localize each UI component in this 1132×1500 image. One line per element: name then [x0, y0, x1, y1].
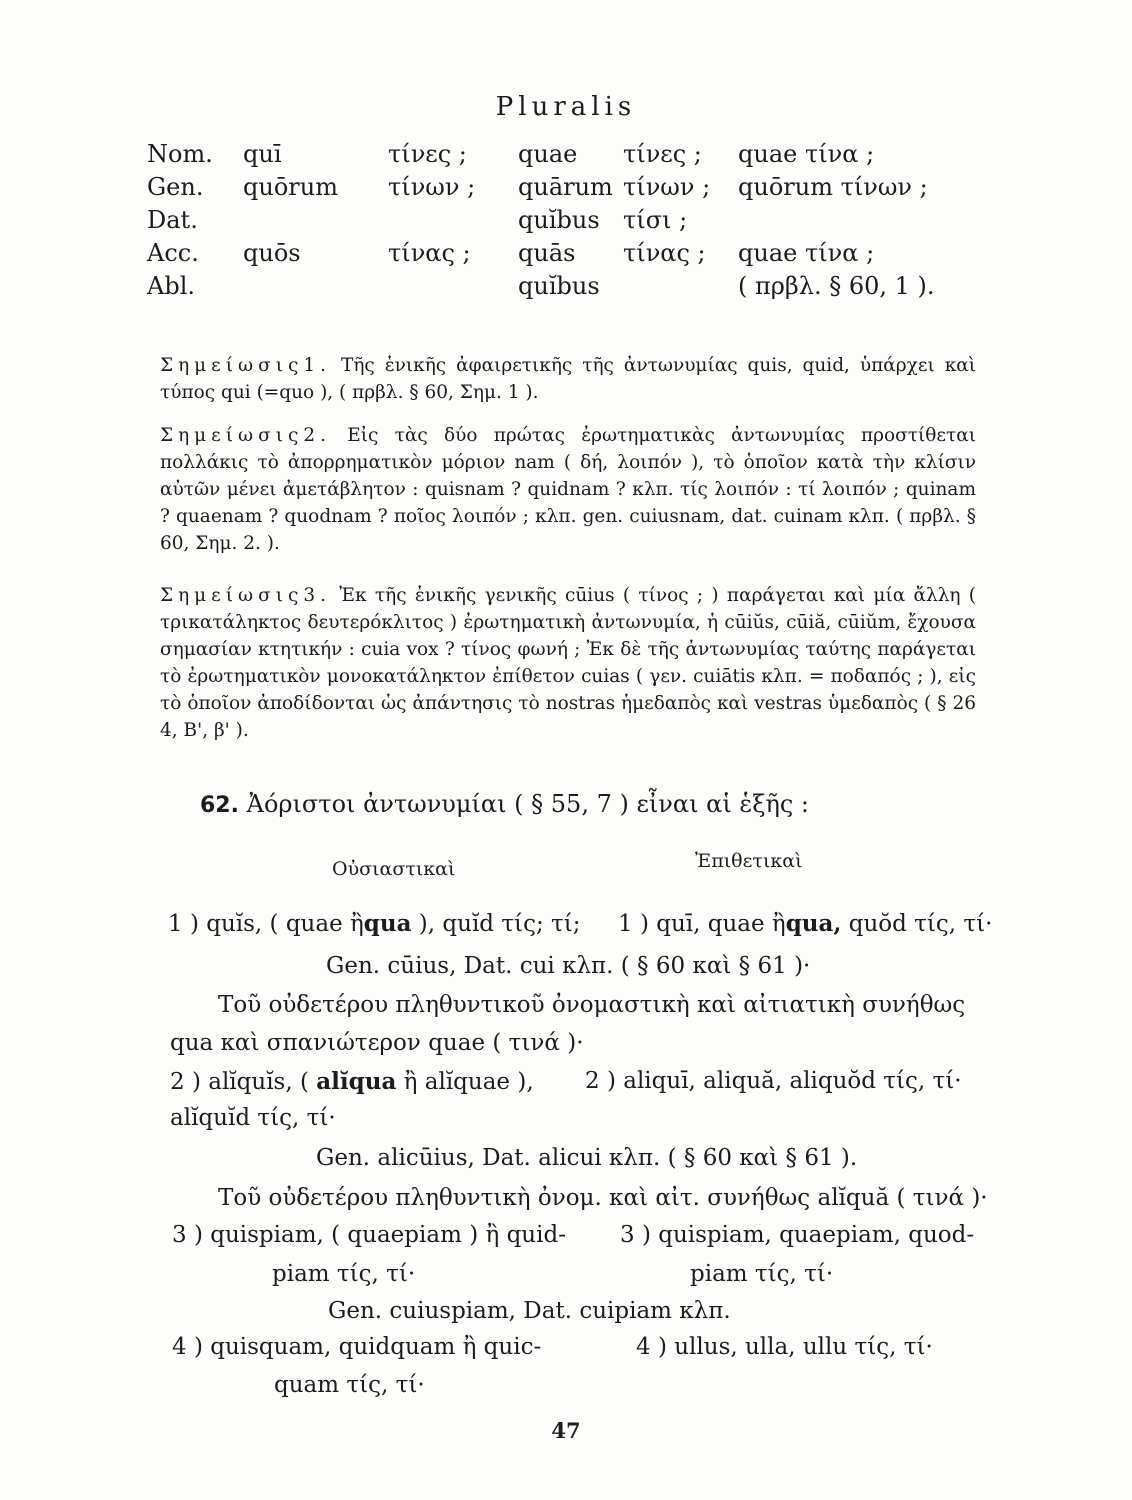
- declension-row: [147, 206, 998, 239]
- line-3: Τοῦ οὐδετέρου πληθυντικοῦ ὀνομαστικὴ καὶ αἰτιατικὴ συνήθως: [218, 992, 966, 1018]
- declension-cell-m-gr: τίνας ;: [388, 239, 471, 267]
- declension-cell-m: [243, 206, 388, 239]
- declension-cell-f: quae: [518, 140, 578, 168]
- declension-cell-n: quae τίνα ;: [738, 239, 875, 267]
- declension-cell-f-gr: τίνων ;: [623, 173, 711, 201]
- declension-cell-f-gr: [623, 272, 738, 305]
- line-1-substantive: 1 ) quĭs, ( quae ἢqua ), quĭd τίς; τί;: [168, 910, 581, 937]
- note-number: 1.: [303, 355, 332, 376]
- line-7: Gen. alicūius, Dat. alicui κλπ. ( § 60 καὶ § 61 ).: [316, 1145, 858, 1171]
- section-62-heading: [200, 790, 809, 818]
- declension-cell-case: Acc.: [147, 239, 199, 267]
- note-2: [160, 422, 976, 557]
- note-text: Εἰς τὰς δύο πρώτας ἐρωτηματικὰς ἀντωνυμίας προστίθεται πολλάκις τὸ ἀπορρηματικὸν μόριον nam ( δή, λοιπόν ), τὸ ὁποῖον κατὰ τὴν κλίσιν αὐτῶν μένει ἀμετάβλητον : quisnam ? quidnam ? κλπ. τίς λοιπόν : τί λοιπόν ; quinam ? quaenam ? quodnam ? ποῖος λοιπόν ; κλπ. gen. cuiusnam, dat. cuinam κλπ. ( πρβλ. § 60, Σημ. 2. ).: [160, 425, 976, 554]
- declension-row: [147, 239, 998, 272]
- line-11: Gen. cuiuspiam, Dat. cuipiam κλπ.: [328, 1298, 731, 1324]
- plural-declension-table: [147, 140, 998, 305]
- page-number: 47: [551, 1418, 581, 1443]
- line-13: quam τίς, τί·: [274, 1372, 425, 1398]
- line-5-adjective: 2 ) aliquī, aliquă, aliquŏd τίς, τί·: [585, 1068, 962, 1094]
- declension-cell-f-gr: τίνας ;: [623, 239, 706, 267]
- note-label: Σημείωσις: [160, 585, 304, 606]
- line-5-substantive: 2 ) alĭquĭs, ( alĭqua ἢ alĭquae ),: [170, 1068, 534, 1095]
- declension-cell-f: quās: [518, 239, 576, 267]
- note-number: 2.: [303, 425, 332, 446]
- declension-cell-m-gr: [388, 206, 518, 239]
- declension-cell-m-gr: τίνων ;: [388, 173, 476, 201]
- declension-cell-m: quī: [243, 140, 282, 168]
- declension-cell-f: quārum: [518, 173, 613, 201]
- declension-cell-n: quae τίνα ;: [738, 140, 875, 168]
- declension-cell-m: quōrum: [243, 173, 338, 201]
- declension-cell-m-gr: τίνες ;: [388, 140, 467, 168]
- declension-row: [147, 140, 998, 173]
- note-label: Σημείωσις: [160, 355, 304, 376]
- declension-cell-n: quōrum τίνων ;: [738, 173, 928, 201]
- line-12-substantive: 4 ) quisquam, quidquam ἢ quic-: [172, 1334, 542, 1360]
- declension-cell-case: Dat.: [147, 206, 198, 234]
- note-text: Ἐκ τῆς ἑνικῆς γενικῆς cūius ( τίνος ; ) παράγεται καὶ μία ἄλλη ( τρικατάληκτος δευτερόκλιτος ) ἐρωτηματικὴ ἀντωνυμία, ἡ cūiŭs, cūiă, cūiŭm, ἔχουσα σημασίαν κτητικήν : cuia vox ? τίνος φωνή ; Ἐκ δὲ τῆς ἀντωνυμίας ταύτης παράγεται τὸ ἐρωτηματικὸν μονοκατάληκτον ἐπίθετον cuias ( γεν. cuiātis κλπ. = ποδαπός ; ), εἰς τὸ ὁποῖον ἀποδίδονται ὡς ἀπάντησις τὸ nostras ἡμεδαπὸς καὶ vestras ὑμεδαπὸς ( § 26 4, Β', β' ).: [160, 585, 976, 741]
- line-9-adjective: 3 ) quispiam, quaepiam, quod-: [620, 1222, 975, 1248]
- declension-cell-m: quōs: [243, 239, 301, 267]
- section-number: 62.: [200, 793, 239, 818]
- declension-cell-n: ( πρβλ. § 60, 1 ).: [738, 272, 935, 300]
- declension-cell-f-gr: τίνες ;: [623, 140, 702, 168]
- section-heading-text: Ἀόριστοι ἀντωνυμίαι ( § 55, 7 ) εἶναι αἱ ἑξῆς :: [246, 790, 810, 818]
- line-9-substantive: 3 ) quispiam, ( quaepiam ) ἢ quid-: [172, 1222, 566, 1248]
- line-1-adjective: 1 ) quī, quae ἢqua, quŏd τίς, τί·: [618, 910, 993, 937]
- declension-cell-f: quĭbus: [518, 206, 600, 234]
- declension-cell-f: quĭbus: [518, 272, 600, 300]
- declension-cell-case: Gen.: [147, 173, 204, 201]
- line-12-adjective: 4 ) ullus, ulla, ullu τίς, τί·: [636, 1334, 933, 1360]
- line-6: alĭquĭd τίς, τί·: [170, 1105, 336, 1131]
- line-8: Τοῦ οὐδετέρου πληθυντικὴ ὀνομ. καὶ αἰτ. συνήθως alĭquă ( τινά )·: [218, 1185, 988, 1211]
- declension-cell-case: Abl.: [147, 272, 195, 300]
- note-label: Σημείωσις: [160, 425, 304, 446]
- declension-cell-n: [738, 206, 998, 239]
- line-10-adjective: piam τίς, τί·: [690, 1261, 834, 1287]
- column-heading-substantive: Οὐσιαστικαὶ: [332, 858, 456, 880]
- declension-row: [147, 272, 998, 305]
- declension-cell-m: [243, 272, 388, 305]
- declension-cell-m-gr: [388, 272, 518, 305]
- declension-cell-f-gr: τίσι ;: [623, 206, 688, 234]
- line-10-substantive: piam τίς, τί·: [272, 1261, 416, 1287]
- note-text: Τῆς ἑνικῆς ἀφαιρετικῆς τῆς ἀντωνυμίας quis, quid, ὑπάρχει καὶ τύπος qui (=quo ), ( πρβλ. § 60, Σημ. 1 ).: [160, 355, 976, 403]
- line-2: Gen. cūius, Dat. cui κλπ. ( § 60 καὶ § 61 )·: [326, 953, 811, 979]
- note-number: 3.: [303, 585, 332, 606]
- section-title: Pluralis: [495, 92, 637, 122]
- column-heading-adjective: Ἐπιθετικαὶ: [695, 850, 803, 872]
- note-1: [160, 352, 976, 406]
- declension-cell-case: Nom.: [147, 140, 213, 168]
- line-4: qua καὶ σπανιώτερον quae ( τινά )·: [170, 1030, 584, 1056]
- note-3: [160, 582, 976, 744]
- declension-row: [147, 173, 998, 206]
